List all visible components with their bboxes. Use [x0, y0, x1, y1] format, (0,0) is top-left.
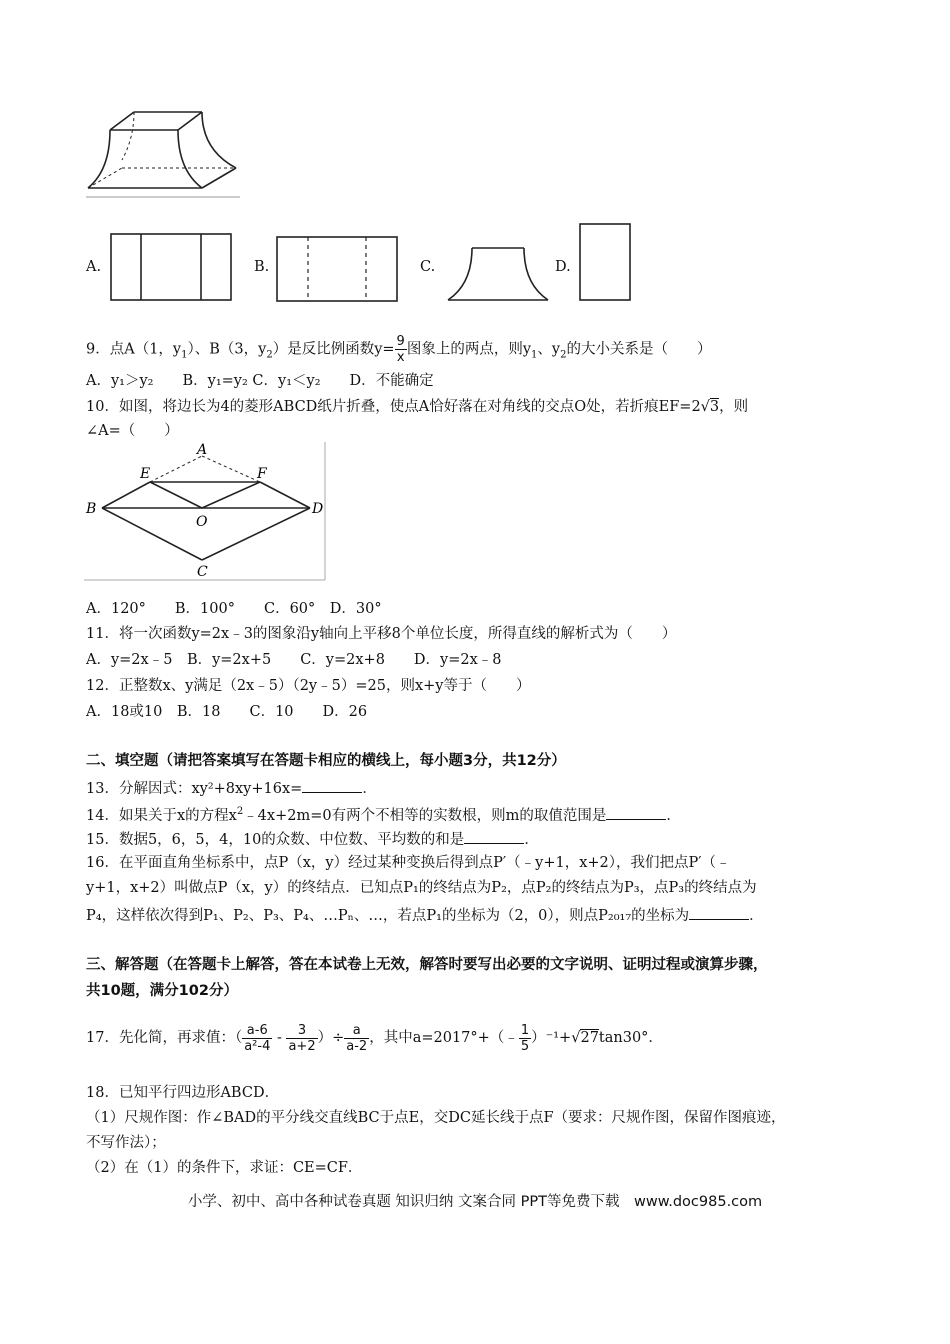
section3-title-line2: 共10题，满分102分）: [86, 983, 238, 999]
q8-option-b-figure: [276, 236, 400, 304]
label-o: O: [196, 514, 208, 530]
q17-fraction-3: $\frac{a}{a-2}$: [346, 1022, 368, 1054]
section2-title: 二、填空题（请把答案填写在答题卡相应的横线上，每小题3分，共12分）: [86, 753, 566, 769]
q13-answer-blank: [302, 778, 362, 793]
q18-line2: （1）尺规作图：作∠BAD的平分线交直线BC于点E，交DC延长线于点F（要求：尺规作图，保留作图痕迹，: [86, 1110, 786, 1126]
q8-option-c-label: C.: [420, 259, 436, 275]
q16-answer-blank: [689, 905, 749, 920]
q15-answer-blank: [464, 829, 524, 844]
q17-fraction-4: $\frac{1}{5}$: [520, 1022, 530, 1054]
q10-question-line1: 10．如图，将边长为4的菱形ABCD纸片折叠，使点A恰好落在对角线的交点O处，若折痕EF=2√3，则: [86, 399, 749, 415]
q9-fraction: $\frac{9}{x}$: [396, 334, 405, 365]
q14-question: 14．如果关于x的方程$x^2﹣4x+2m=0$有两个不相等的实数根，则m的取值范围是 ．: [86, 806, 681, 824]
q10-rhombus-figure: [84, 442, 328, 582]
q14-answer-blank: [606, 805, 666, 820]
q8-option-c-figure: [444, 244, 552, 304]
label-b: B: [86, 501, 97, 517]
sqrt-sign: √: [571, 1030, 581, 1046]
q17-question: 17．先化简，再求值：（ $\frac{a-6}{\text{a²-4}}$ - $\frac{3}{a+2}$ ）÷ $\frac{a}{a-2}$ ，其中a=2017°+（﹣ $\frac{1}{5}$ ）⁻¹+√27tan30°．: [86, 1022, 663, 1054]
label-c: C: [197, 564, 208, 580]
label-d: D: [312, 501, 324, 517]
q16-line3: P₄，这样依次得到P₁、P₂、P₃、P₄、…Pₙ、…，若点P₁的坐标为（2，0），则点P₂₀₁₇的坐标为 ．: [86, 905, 764, 925]
q11-question: 11．将一次函数y=2x﹣3的图象沿y轴向上平移8个单位长度，所得直线的解析式为（ ）: [86, 626, 677, 642]
label-e: E: [140, 466, 151, 482]
q16-line2: y+1，x+2）叫做点P（x，y）的终结点．已知点P₁的终结点为P₂，点P₂的终结点为P₃，点P₃的终结点为: [86, 880, 757, 896]
q16-line1: 16．在平面直角坐标系中，点P（x，y）经过某种变换后得到点P′（﹣y+1，x+2），我们把点P′（﹣: [86, 855, 731, 871]
q15-question: 15．数据5，6，5，4，10的众数、中位数、平均数的和是 ．: [86, 829, 539, 849]
q9-options: A．y₁＞y₂ B．y₁=y₂ C．y₁＜y₂ D．不能确定: [86, 373, 434, 389]
section3-title-line1: 三、解答题（在答题卡上解答，答在本试卷上无效，解答时要写出必要的文字说明、证明过程或演算步骤，: [86, 957, 768, 973]
q10-question-line2: ∠A=（ ）: [86, 423, 179, 439]
q13-question: 13．分解因式：xy²+8xy+16x= ．: [86, 778, 377, 798]
q17-fraction-1: $\frac{a-6}{\text{a²-4}}$: [244, 1022, 271, 1054]
sqrt-sign: √: [700, 399, 710, 415]
q10-options: A．120° B．100° C．60° D．30°: [86, 601, 382, 617]
label-a: A: [197, 442, 208, 458]
q18-line4: （2）在（1）的条件下，求证：CE=CF．: [86, 1160, 363, 1176]
label-f: F: [257, 466, 267, 482]
q9-question: 9．点A（1，$y_1$）、B（3，$y_2$）是反比例函数y= $\frac{9}{x}$ 图象上的两点，则$y_1$、$y_2$的大小关系是（ ）: [86, 334, 712, 365]
q8-option-d-label: D.: [555, 259, 571, 275]
q8-option-b-label: B.: [254, 259, 270, 275]
q17-fraction-2: $\frac{3}{a+2}$: [288, 1022, 316, 1054]
q18-line3: 不写作法）；: [86, 1135, 166, 1151]
q8-option-d-figure: [578, 222, 634, 304]
q12-question: 12．正整数x、y满足（2x﹣5）（2y﹣5）=25，则x+y等于（ ）: [86, 678, 531, 694]
q8-solid-figure: [84, 108, 244, 200]
page-footer: 小学、初中、高中各种试卷真题 知识归纳 文案合同 PPT等免费下载 www.doc985.com: [187, 1194, 763, 1210]
q8-option-a-figure: [110, 233, 234, 303]
q18-line1: 18．已知平行四边形ABCD．: [86, 1085, 280, 1101]
q12-options: A．18或10 B．18 C．10 D．26: [86, 704, 368, 720]
q11-options: A．y=2x﹣5 B．y=2x+5 C．y=2x+8 D．y=2x﹣8: [86, 652, 502, 668]
q8-option-a-label: A.: [86, 259, 102, 275]
